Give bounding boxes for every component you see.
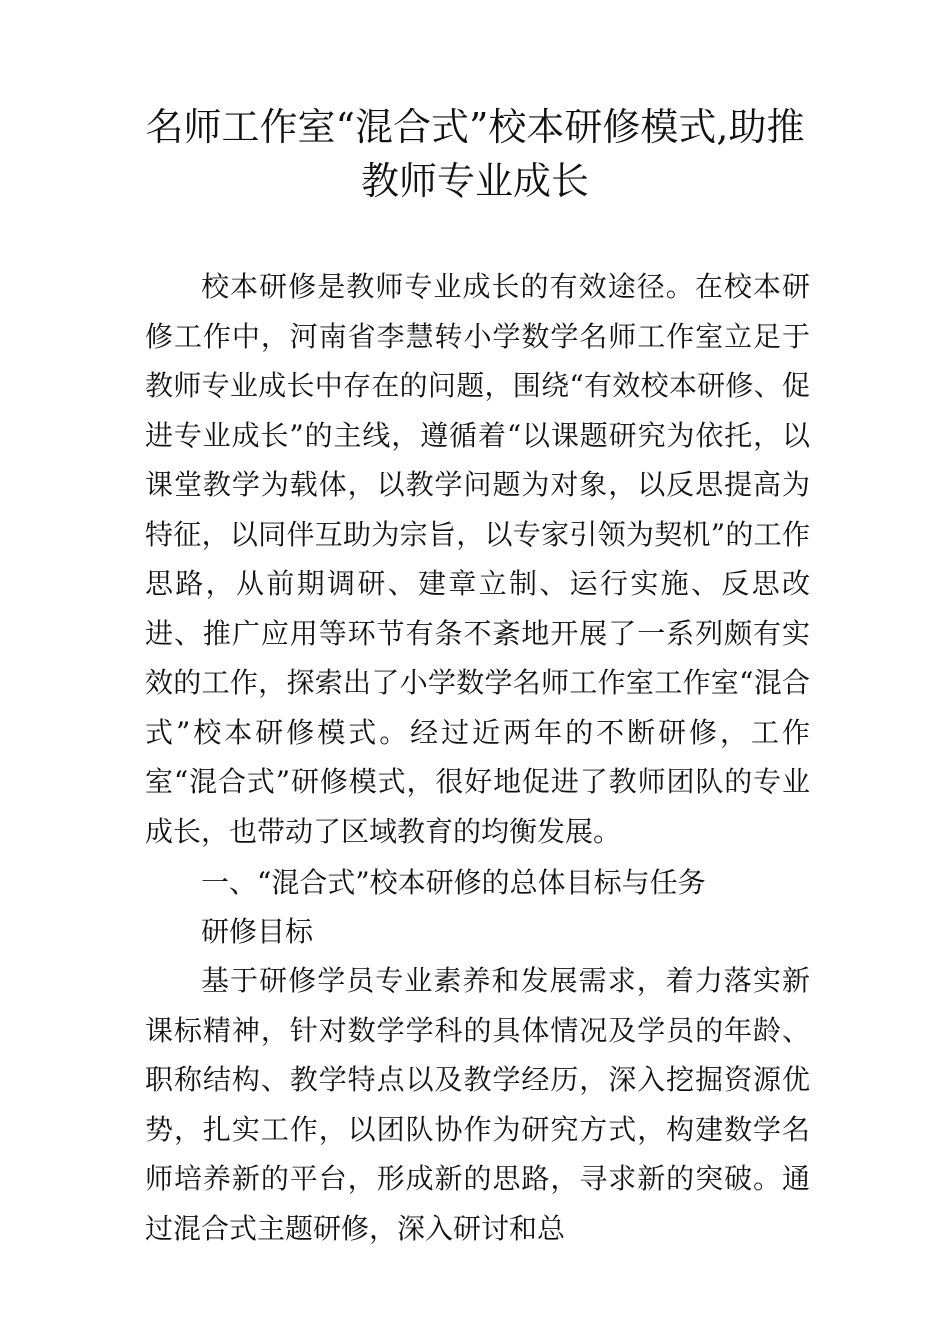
intro-paragraph: 校本研修是教师专业成长的有效途径。在校本研修工作中，河南省李慧转小学数学名师工作室立足于教师专业成长中存在的问题，围绕“有效校本研修、促进专业成长”的主线，遵循着“以课题研究为依托，以课堂教学为载体，以教学问题为对象，以反思提高为特征，以同伴互助为宗旨，以专家引领为契机”的工作思路，从前期调研、建章立制、运行实施、反思改进、推广应用等环节有条不紊地开展了一系列颇有实效的工作，探索出了小学数学名师工作室工作室“混合式”校本研修模式。经过近两年的不断研修，工作室“混合式”研修模式，很好地促进了教师团队的专业成长，也带动了区域教育的均衡发展。 [145,270,810,848]
goal-paragraph: 基于研修学员专业素养和发展需求，着力落实新课标精神，针对数学学科的具体情况及学员的年龄、职称结构、教学特点以及教学经历，深入挖掘资源优势，扎实工作，以团队协作为研究方式，构建数学名师培养新的平台，形成新的思路，寻求新的突破。通过混合式主题研修，深入研讨和总 [145,964,810,1245]
subheading-goals: 研修目标 [201,915,314,948]
section-heading: 一、“混合式”校本研修的总体目标与任务 [201,866,706,899]
document-title: 名师工作室“混合式”校本研修模式,助推教师专业成长 [145,105,805,203]
